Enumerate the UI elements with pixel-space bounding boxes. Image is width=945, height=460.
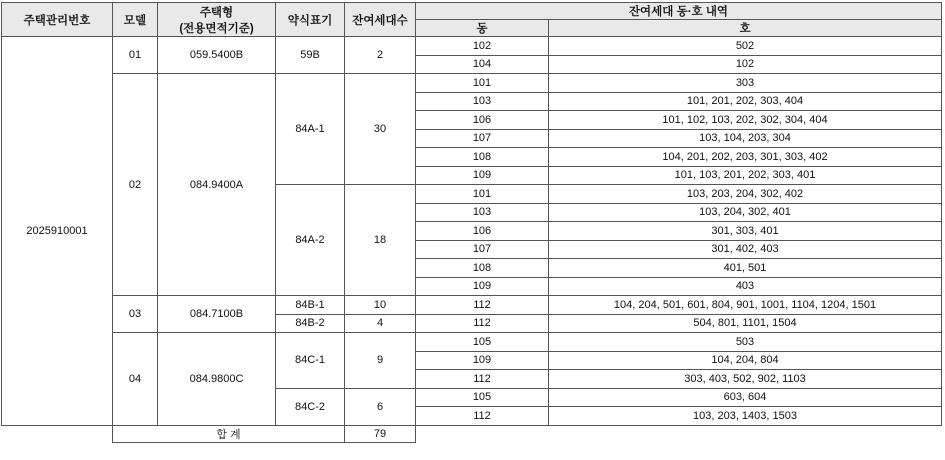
dong-cell: 109 bbox=[416, 166, 549, 185]
model-cell: 02 bbox=[113, 74, 158, 296]
ho-cell: 101, 102, 103, 202, 302, 304, 404 bbox=[549, 111, 942, 130]
count-cell: 10 bbox=[345, 296, 416, 315]
header-housing-type bbox=[158, 3, 276, 37]
table-row bbox=[2, 74, 942, 93]
ho-cell: 303, 403, 502, 902, 1103 bbox=[549, 370, 942, 389]
abbr-cell: 84A-2 bbox=[276, 185, 345, 296]
total-count: 79 bbox=[345, 425, 416, 442]
abbr-cell: 84B-2 bbox=[276, 314, 345, 333]
count-cell: 18 bbox=[345, 185, 416, 296]
header-type-line2: (전용면적기준) bbox=[179, 22, 254, 35]
header-ho: 호 bbox=[549, 20, 942, 37]
header-unit-detail: 잔여세대 동·호 내역 bbox=[416, 3, 942, 20]
ho-cell: 403 bbox=[549, 277, 942, 296]
dong-cell: 109 bbox=[416, 351, 549, 370]
ho-cell: 101, 103, 201, 202, 303, 401 bbox=[549, 166, 942, 185]
abbr-cell: 84C-2 bbox=[276, 388, 345, 425]
dong-cell: 112 bbox=[416, 370, 549, 389]
abbr-cell: 59B bbox=[276, 37, 345, 74]
ho-cell: 101, 201, 202, 303, 404 bbox=[549, 92, 942, 111]
abbr-cell: 84C-1 bbox=[276, 333, 345, 389]
total-label: 합 계 bbox=[113, 425, 345, 442]
header-remaining-count: 잔여세대수 bbox=[345, 3, 416, 37]
housing-type-cell: 084.9800C bbox=[158, 333, 276, 426]
ho-cell: 103, 204, 302, 401 bbox=[549, 203, 942, 222]
dong-cell: 103 bbox=[416, 92, 549, 111]
ho-cell: 104, 201, 202, 203, 301, 303, 402 bbox=[549, 148, 942, 167]
housing-id-cell: 2025910001 bbox=[2, 37, 113, 426]
dong-cell: 112 bbox=[416, 407, 549, 426]
ho-cell: 503 bbox=[549, 333, 942, 352]
abbr-cell: 84B-1 bbox=[276, 296, 345, 315]
dong-cell: 108 bbox=[416, 259, 549, 278]
model-cell: 01 bbox=[113, 37, 158, 74]
ho-cell: 104, 204, 501, 601, 804, 901, 1001, 1104, 1204, 1501 bbox=[549, 296, 942, 315]
header-type-line1: 주택형 bbox=[199, 6, 234, 19]
count-cell: 6 bbox=[345, 388, 416, 425]
model-cell: 03 bbox=[113, 296, 158, 333]
dong-cell: 105 bbox=[416, 333, 549, 352]
dong-cell: 107 bbox=[416, 240, 549, 259]
count-cell: 9 bbox=[345, 333, 416, 389]
count-cell: 2 bbox=[345, 37, 416, 74]
dong-cell: 109 bbox=[416, 277, 549, 296]
housing-type-cell: 084.9400A bbox=[158, 74, 276, 296]
total-blank-cell bbox=[2, 425, 113, 442]
housing-type-cell: 084.7100B bbox=[158, 296, 276, 333]
ho-cell: 102 bbox=[549, 55, 942, 74]
dong-cell: 103 bbox=[416, 203, 549, 222]
header-housing-id: 주택관리번호 bbox=[2, 3, 113, 37]
ho-cell: 303 bbox=[549, 74, 942, 93]
count-cell: 4 bbox=[345, 314, 416, 333]
dong-cell: 106 bbox=[416, 111, 549, 130]
ho-cell: 104, 204, 804 bbox=[549, 351, 942, 370]
ho-cell: 401, 501 bbox=[549, 259, 942, 278]
table-row bbox=[2, 296, 942, 315]
dong-cell: 106 bbox=[416, 222, 549, 241]
dong-cell: 112 bbox=[416, 296, 549, 315]
table-footer bbox=[2, 425, 942, 442]
ho-cell: 103, 104, 203, 304 bbox=[549, 129, 942, 148]
dong-cell: 112 bbox=[416, 314, 549, 333]
remaining-units-table bbox=[1, 2, 942, 443]
total-row bbox=[2, 425, 942, 442]
dong-cell: 108 bbox=[416, 148, 549, 167]
ho-cell: 603, 604 bbox=[549, 388, 942, 407]
ho-cell: 103, 203, 204, 302, 402 bbox=[549, 185, 942, 204]
dong-cell: 104 bbox=[416, 55, 549, 74]
ho-cell: 103, 203, 1403, 1503 bbox=[549, 407, 942, 426]
header-abbreviation: 약식표기 bbox=[276, 3, 345, 37]
table-row bbox=[2, 37, 942, 56]
header-model: 모델 bbox=[113, 3, 158, 37]
model-cell: 04 bbox=[113, 333, 158, 426]
dong-cell: 105 bbox=[416, 388, 549, 407]
housing-type-cell: 059.5400B bbox=[158, 37, 276, 74]
count-cell: 30 bbox=[345, 74, 416, 185]
dong-cell: 101 bbox=[416, 185, 549, 204]
ho-cell: 504, 801, 1101, 1504 bbox=[549, 314, 942, 333]
ho-cell: 301, 402, 403 bbox=[549, 240, 942, 259]
table-header bbox=[2, 3, 942, 37]
abbr-cell: 84A-1 bbox=[276, 74, 345, 185]
ho-cell: 502 bbox=[549, 37, 942, 56]
header-dong: 동 bbox=[416, 20, 549, 37]
total-blank-cell bbox=[416, 425, 942, 442]
table-body bbox=[2, 37, 942, 426]
dong-cell: 107 bbox=[416, 129, 549, 148]
table-row bbox=[2, 333, 942, 352]
dong-cell: 101 bbox=[416, 74, 549, 93]
ho-cell: 301, 303, 401 bbox=[549, 222, 942, 241]
dong-cell: 102 bbox=[416, 37, 549, 56]
